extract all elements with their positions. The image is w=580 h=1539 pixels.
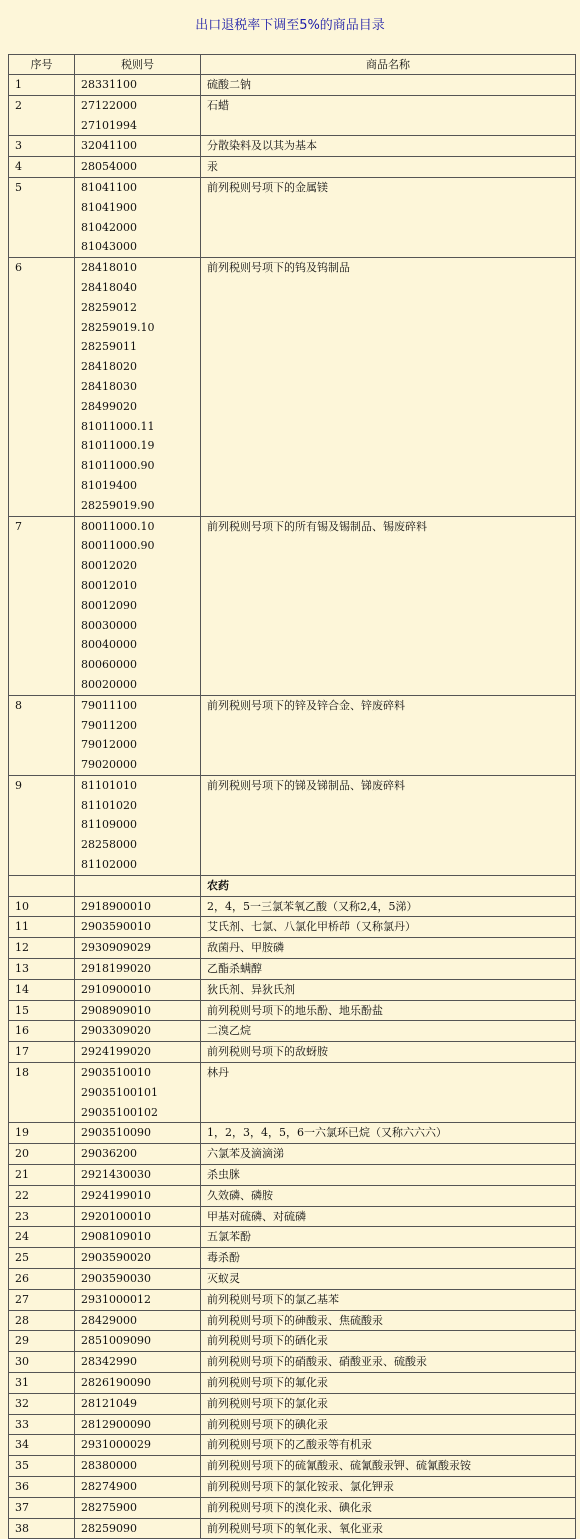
table-row: [9, 1042, 576, 1063]
section-label: 农药: [201, 875, 576, 896]
tariff-code: 27101994: [81, 118, 137, 132]
cell-seq: 13: [9, 959, 75, 980]
tariff-code: 28274900: [81, 1479, 137, 1493]
cell-codes: [75, 1021, 201, 1042]
cell-codes: [75, 959, 201, 980]
table-row: [9, 1248, 576, 1269]
cell-name: 前列税则号项下的碘化汞: [201, 1414, 576, 1435]
header-name: 商品名称: [201, 55, 576, 75]
cell-seq: 37: [9, 1497, 75, 1518]
cell-codes: [75, 896, 201, 917]
tariff-code: 81011000.19: [81, 439, 155, 453]
cell-seq: 23: [9, 1206, 75, 1227]
cell-name: 甲基对硫磷、对硫磷: [201, 1206, 576, 1227]
cell-codes: [75, 1269, 201, 1290]
cell-seq: 7: [9, 516, 75, 695]
table-row: [9, 917, 576, 938]
tariff-code: 2908109010: [81, 1230, 151, 1244]
table-row: [9, 896, 576, 917]
tariff-code: 28418020: [81, 360, 137, 374]
tariff-code: 2918900010: [81, 899, 151, 913]
header-seq: 序号: [9, 55, 75, 75]
cell-seq: 22: [9, 1185, 75, 1206]
tariff-code: 80011000.10: [81, 519, 155, 533]
table-row: [9, 938, 576, 959]
cell-codes: [75, 258, 201, 516]
cell-codes: [75, 1206, 201, 1227]
cell-seq: 33: [9, 1414, 75, 1435]
cell-name: 久效磷、磷胺: [201, 1185, 576, 1206]
tariff-code: 2826190090: [81, 1376, 151, 1389]
tariff-code: 81011000.90: [81, 459, 155, 473]
cell-codes: [75, 775, 201, 875]
cell-seq: 17: [9, 1042, 75, 1063]
table-row: [9, 1165, 576, 1186]
tariff-code: 81041900: [81, 200, 137, 214]
cell-codes: [75, 917, 201, 938]
cell-name: 前列税则号项下的氟化汞: [201, 1373, 576, 1394]
cell-codes: [75, 1310, 201, 1331]
cell-name: 前列税则号项下的氧化汞、氧化亚汞: [201, 1518, 576, 1539]
tariff-code: 79020000: [81, 758, 137, 772]
cell-codes: [75, 177, 201, 257]
cell-name: 前列税则号项下的硫氰酸汞、硫氰酸汞钾、硫氰酸汞铵: [201, 1456, 576, 1477]
cell-name: 乙酯杀螨醇: [201, 959, 576, 980]
cell-codes: [75, 1185, 201, 1206]
table-row: [9, 1497, 576, 1518]
table-row: [9, 1476, 576, 1497]
table-row: [9, 1352, 576, 1373]
cell-name: 五氯苯酚: [201, 1227, 576, 1248]
tariff-code: 2851009090: [81, 1334, 151, 1348]
cell-seq: 24: [9, 1227, 75, 1248]
tariff-code: 28259012: [81, 300, 137, 314]
cell-name: 前列税则号项下的金属镁: [201, 177, 576, 257]
cell-name: 杀虫脒: [201, 1165, 576, 1186]
cell-codes: [75, 1476, 201, 1497]
cell-name: 汞: [201, 157, 576, 178]
cell-name: 2，4，5一三氯苯氧乙酸（又称2,4，5涕）: [201, 896, 576, 917]
table-row: [9, 959, 576, 980]
tariff-code: 28331100: [81, 78, 137, 91]
tariff-code: 2903309020: [81, 1024, 151, 1038]
tariff-code: 81043000: [81, 240, 137, 254]
table-row: [9, 1000, 576, 1021]
tariff-code: 2903590020: [81, 1251, 151, 1265]
tariff-code: 80012010: [81, 578, 137, 592]
cell-name: 前列税则号项下的氯乙基苯: [201, 1289, 576, 1310]
tariff-code: 2812900090: [81, 1417, 151, 1431]
cell-seq: 36: [9, 1476, 75, 1497]
tariff-code: 28380000: [81, 1459, 137, 1473]
cell-seq: 3: [9, 136, 75, 157]
cell-name: 石蜡: [201, 95, 576, 136]
cell-codes: [75, 1393, 201, 1414]
tariff-code: 81041100: [81, 180, 137, 194]
cell-name: 前列税则号项下的钨及钨制品: [201, 258, 576, 516]
tariff-code: 2931000012: [81, 1292, 151, 1306]
tariff-code: 80012090: [81, 598, 137, 612]
cell-codes: [75, 136, 201, 157]
tariff-code: 79011200: [81, 718, 137, 732]
tariff-code: 81101010: [81, 778, 137, 792]
cell-name: 林丹: [201, 1063, 576, 1123]
tariff-code: 81101020: [81, 798, 137, 812]
tariff-code: 2908909010: [81, 1003, 151, 1017]
tariff-code: 28259090: [81, 1521, 137, 1535]
table-row: [9, 695, 576, 775]
cell-seq: 10: [9, 896, 75, 917]
cell-seq: 4: [9, 157, 75, 178]
cell-codes: [75, 1000, 201, 1021]
cell-codes: [75, 875, 201, 896]
cell-codes: [75, 1144, 201, 1165]
tariff-code: 28342990: [81, 1355, 137, 1369]
tariff-code: 29035100101: [81, 1085, 158, 1099]
cell-codes: [75, 157, 201, 178]
table-row: [9, 516, 576, 695]
tariff-code: 29036200: [81, 1147, 137, 1161]
tariff-code: 2910900010: [81, 982, 151, 996]
cell-name: 前列税则号项下的锑及锑制品、锑废碎料: [201, 775, 576, 875]
table-row: [9, 1289, 576, 1310]
table-row: [9, 1206, 576, 1227]
cell-seq: 32: [9, 1393, 75, 1414]
cell-seq: 19: [9, 1123, 75, 1144]
tariff-code: 32041100: [81, 139, 137, 153]
table-row: [9, 1123, 576, 1144]
tariff-code: 29035100102: [81, 1105, 158, 1119]
cell-seq: 38: [9, 1518, 75, 1539]
tariff-code: 2921430030: [81, 1168, 151, 1182]
table-row: [9, 1185, 576, 1206]
cell-name: 灭蚁灵: [201, 1269, 576, 1290]
table-row: [9, 1310, 576, 1331]
cell-name: 六氯苯及滴滴涕: [201, 1144, 576, 1165]
cell-codes: [75, 695, 201, 775]
cell-name: 前列税则号项下的溴化汞、碘化汞: [201, 1497, 576, 1518]
cell-seq: 18: [9, 1063, 75, 1123]
tariff-code: 2930909029: [81, 941, 151, 955]
cell-name: 前列税则号项下的所有锡及锡制品、锡废碎料: [201, 516, 576, 695]
cell-seq: 28: [9, 1310, 75, 1331]
table-row: [9, 1456, 576, 1477]
cell-name: 1，2，3，4，5，6一六氯环已烷（又称六六六）: [201, 1123, 576, 1144]
cell-codes: [75, 1042, 201, 1063]
tariff-code: 28258000: [81, 838, 137, 852]
table-row: [9, 1373, 576, 1394]
cell-codes: [75, 938, 201, 959]
tariff-code: 79012000: [81, 738, 137, 752]
tariff-code: 2903510090: [81, 1126, 151, 1140]
cell-seq: 9: [9, 775, 75, 875]
cell-name: 硫酸二钠: [201, 75, 576, 96]
tariff-code: 81102000: [81, 858, 137, 872]
cell-name: 前列税则号项下的砷酸汞、焦硫酸汞: [201, 1310, 576, 1331]
cell-codes: [75, 1435, 201, 1456]
cell-seq: 29: [9, 1331, 75, 1352]
table-row: [9, 1063, 576, 1123]
table-body: [9, 75, 576, 1539]
cell-codes: [75, 516, 201, 695]
cell-codes: [75, 1248, 201, 1269]
cell-seq: 25: [9, 1248, 75, 1269]
cell-seq: 31: [9, 1373, 75, 1394]
cell-codes: [75, 1352, 201, 1373]
tariff-code: 2924199010: [81, 1188, 151, 1202]
cell-codes: [75, 1289, 201, 1310]
cell-codes: [75, 95, 201, 136]
header-code: 税则号: [75, 55, 201, 75]
cell-name: 前列税则号项下的硒化汞: [201, 1331, 576, 1352]
cell-codes: [75, 75, 201, 96]
tariff-code: 81019400: [81, 478, 137, 492]
cell-seq: 8: [9, 695, 75, 775]
cell-codes: [75, 1414, 201, 1435]
tariff-code: 28054000: [81, 160, 137, 174]
tariff-code: 28418030: [81, 379, 137, 393]
cell-name: 敌菌丹、甲胺磷: [201, 938, 576, 959]
table-row: [9, 258, 576, 516]
cell-seq: [9, 875, 75, 896]
tariff-code: 27122000: [81, 98, 137, 112]
cell-codes: [75, 1373, 201, 1394]
cell-seq: 2: [9, 95, 75, 136]
tariff-code: 80012020: [81, 559, 137, 573]
cell-name: 二溴乙烷: [201, 1021, 576, 1042]
cell-seq: 12: [9, 938, 75, 959]
tariff-code: 81042000: [81, 220, 137, 234]
tariff-code: 2903510010: [81, 1066, 151, 1080]
cell-seq: 1: [9, 75, 75, 96]
table-row: [9, 157, 576, 178]
cell-name: 前列税则号项下的敌蚜胺: [201, 1042, 576, 1063]
section-row: [9, 875, 576, 896]
cell-seq: 6: [9, 258, 75, 516]
tariff-code: 81011000.11: [81, 419, 155, 433]
cell-name: 前列税则号项下的硝酸汞、硝酸亚汞、硫酸汞: [201, 1352, 576, 1373]
cell-seq: 21: [9, 1165, 75, 1186]
table-row: [9, 1021, 576, 1042]
table-row: [9, 136, 576, 157]
cell-name: 狄氏剂、异狄氏剂: [201, 979, 576, 1000]
cell-seq: 30: [9, 1352, 75, 1373]
cell-seq: 11: [9, 917, 75, 938]
cell-seq: 15: [9, 1000, 75, 1021]
cell-seq: 14: [9, 979, 75, 1000]
cell-seq: 35: [9, 1456, 75, 1477]
cell-name: 前列税则号项下的地乐酚、地乐酚盐: [201, 1000, 576, 1021]
cell-codes: [75, 1456, 201, 1477]
tariff-code: 2931000029: [81, 1438, 151, 1452]
table-row: [9, 1269, 576, 1290]
table-row: [9, 775, 576, 875]
cell-name: 分散染料及以其为基本: [201, 136, 576, 157]
cell-codes: [75, 1497, 201, 1518]
cell-codes: [75, 1165, 201, 1186]
page-title: 出口退税率下调至5%的商品目录: [195, 18, 385, 33]
tariff-code: 28429000: [81, 1313, 137, 1327]
tariff-code: 80040000: [81, 638, 137, 652]
cell-name: 前列税则号项下的锌及锌合金、锌废碎料: [201, 695, 576, 775]
table-row: [9, 1393, 576, 1414]
table-row: [9, 1414, 576, 1435]
cell-name: 前列税则号项下的氯化汞: [201, 1393, 576, 1414]
tariff-code: 28259019.90: [81, 498, 155, 512]
table-row: [9, 1331, 576, 1352]
cell-codes: [75, 1331, 201, 1352]
tariff-code: 80011000.90: [81, 539, 155, 553]
tariff-code: 2903590010: [81, 920, 151, 934]
cell-name: 毒杀酚: [201, 1248, 576, 1269]
table-row: [9, 979, 576, 1000]
table-row: [9, 177, 576, 257]
cell-seq: 26: [9, 1269, 75, 1290]
tariff-code: 80030000: [81, 618, 137, 632]
tariff-code: 28121049: [81, 1396, 137, 1410]
table-row: [9, 1144, 576, 1165]
table-header-row: [9, 55, 576, 75]
table-row: [9, 1227, 576, 1248]
cell-codes: [75, 979, 201, 1000]
tariff-code: 81109000: [81, 818, 137, 832]
cell-seq: 20: [9, 1144, 75, 1165]
tariff-code: 80020000: [81, 677, 137, 691]
tariff-code: 28499020: [81, 399, 137, 413]
table-row: [9, 1435, 576, 1456]
cell-seq: 5: [9, 177, 75, 257]
cell-name: 前列税则号项下的氯化铵汞、氯化钾汞: [201, 1476, 576, 1497]
tariff-code: 2920100010: [81, 1209, 151, 1223]
tariff-code: 28259019.10: [81, 320, 155, 334]
tariff-code: 79011100: [81, 698, 137, 712]
cell-codes: [75, 1227, 201, 1248]
cell-codes: [75, 1063, 201, 1123]
tariff-code: 2903590030: [81, 1272, 151, 1286]
tariff-code: 28275900: [81, 1500, 137, 1514]
cell-seq: 16: [9, 1021, 75, 1042]
cell-name: 前列税则号项下的乙酸汞等有机汞: [201, 1435, 576, 1456]
tariff-code: 80060000: [81, 658, 137, 672]
table-row: [9, 75, 576, 96]
cell-name: 艾氏剂、七氯、八氯化甲桥茚（又称氯丹）: [201, 917, 576, 938]
tariff-code: 28418040: [81, 280, 137, 294]
cell-codes: [75, 1123, 201, 1144]
tariff-code: 2918199020: [81, 962, 151, 976]
tariff-code: 28259011: [81, 340, 137, 354]
commodity-table: [8, 54, 576, 1539]
table-row: [9, 95, 576, 136]
cell-seq: 34: [9, 1435, 75, 1456]
cell-seq: 27: [9, 1289, 75, 1310]
tariff-code: 2924199020: [81, 1045, 151, 1059]
tariff-code: 28418010: [81, 261, 137, 275]
